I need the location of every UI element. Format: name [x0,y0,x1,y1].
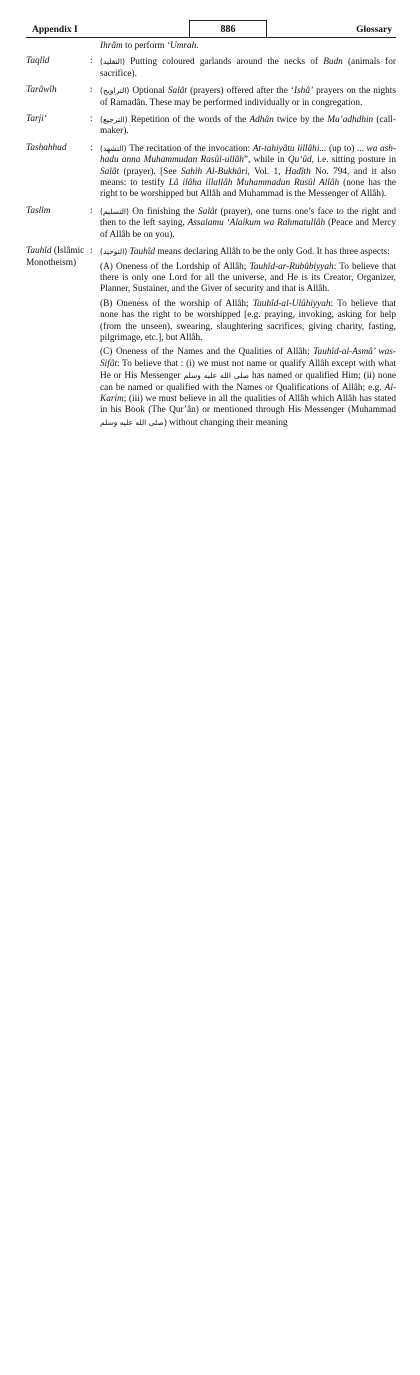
term-colon: : [90,205,93,216]
entry-tashahhud [26,143,396,201]
definition-intro: (التوحيد) Tauhîd means declaring Allâh to be the only God. It has three aspects: [100,247,390,258]
aspect-a: (A) Oneness of the Lordship of Allâh; Tauhîd-ar-Rubûbiyyah: To believe that there is only one Lord for all the universe, and He is its Creator, Organizer, Planner, Sustainer, and the Giver of security and that is Allâh. [100,261,396,295]
continued-definition: Ihrâm to perform ‘Umrah. [100,41,199,51]
term-colon: : [90,56,93,67]
entry-tarawih [26,85,396,109]
glossary-definition: (التسليم) On finishing the Salât (prayer), one turns one’s face to the right and then to the left saying, Assalamu ‘Alaikum wa Rahmatullâh (Peace and Mercy of Allâh be on you). [100,206,397,240]
aspect-c: (C) Oneness of the Names and the Qualities of Allâh; Tauhîd-al-Asmâ’ was-Sifât: To believe that : (i) we must not name or qualify Allâh except with what He or His Messenger صلى الله عليه وسلم has named or qualified Him; (ii) none can be named or qualified with the Names or Qualifications of Allâh; e.g. Al-Karim; (iii) we must believe in all the qualities of Allâh which Allâh has stated in his Book (The Qur’ân) or mentioned through His Messenger (Muhammad صلى الله عليه وسلم) without changing their meaning [100,347,396,428]
term-colon: : [90,246,93,257]
term-colon: : [90,114,93,125]
page-title: Glossary [356,25,392,35]
glossary-term: Taqlîd [26,56,50,67]
glossary-definition: (الترجيع) Repetition of the words of the Adhân twice by the Mu’adhdhin (call-maker). [100,115,396,137]
header-rule [26,37,396,38]
term-colon: : [90,85,93,96]
glossary-content [26,41,396,434]
page-header [26,22,396,38]
page-number: 886 [189,20,267,38]
glossary-definition: (التشهد) The recitation of the invocation: At-tahiyâtu lillâhi... (up to) ... wa ash-hadu anna Muhammudan Rasûl-ullâh”, while in Qu‘ûd, i.e. sitting posture in Salât (prayer). [See Sahih Al-Bukhâri, Vol. 1, Hadîth No. 794, and it also means: to testify Lâ ilâha illallâh Muhammadun Rusûl Allâh (none has the right to be worshipped but Allâh and Muhammad is the Messenger of Allâh). [100,143,396,200]
glossary-definition: (التقليد) Putting coloured garlands around the necks of Budn (animals for sacrifice). [100,57,396,79]
glossary-term: Tashahhud [26,142,67,153]
glossary-term: Tauhîd (Islâmic Monotheism) [26,246,85,268]
section-label: Appendix I [32,25,78,35]
entry-tauhid [26,246,396,429]
glossary-term: Tarâwîh [26,85,57,96]
glossary-definition [100,246,396,429]
entry-taqlid [26,56,396,80]
entry-taslim [26,206,396,241]
glossary-term: Tarji‘ [26,114,47,125]
glossary-definition: (التراويح) Optional Salât (prayers) offered after the ‘Ishâ’ prayers on the nights of Ramadân. These may be performed individually or in congregation. [100,86,396,108]
entry-tarji [26,114,396,138]
glossary-term: Taslîm [26,205,51,216]
aspect-b: (B) Oneness of the worship of Allâh; Tauhîd-al-Ulûhiyyah: To believe that none has the right to be worshipped [e.g. praying, invoking, asking for help (from the unseen), swearing, slaughtering sacrifices, giving charity, fasting, pilgrimage, etc.], but Allâh. [100,298,396,343]
term-colon: : [90,142,93,153]
